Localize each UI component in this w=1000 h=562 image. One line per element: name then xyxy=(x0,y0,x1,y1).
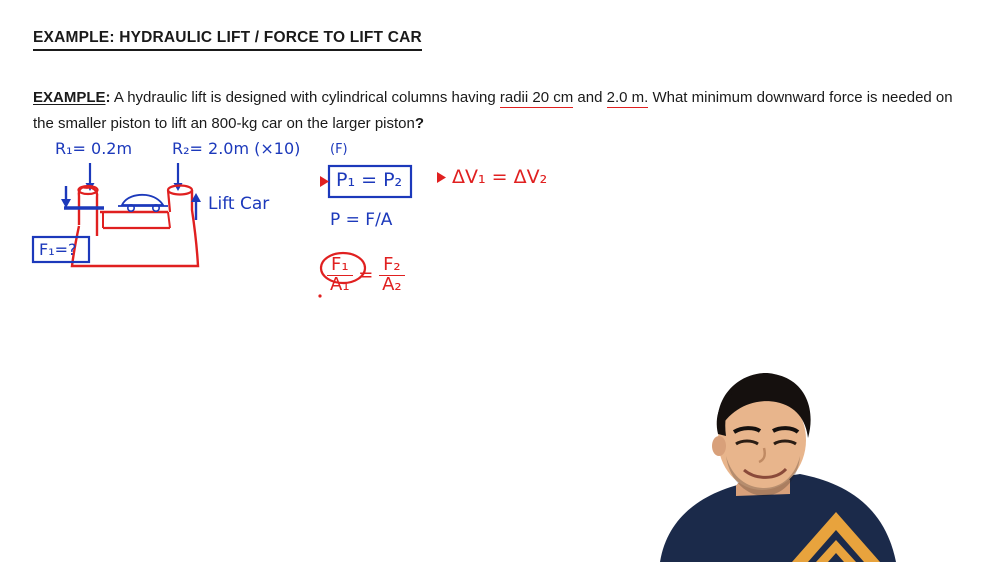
force-ratio-denominator-right: A₂ xyxy=(382,273,402,295)
force-ratio-numerator-right: F₂ xyxy=(379,256,405,276)
annotation-force-note: (F) xyxy=(330,142,348,157)
presenter-illustration xyxy=(640,362,1000,562)
annotation-pressure-definition: P = F/A xyxy=(330,210,393,230)
force-ratio-equals: = xyxy=(358,264,374,286)
problem-highlight-radius-small: radii 20 cm xyxy=(499,89,574,106)
example-label: EXAMPLE xyxy=(33,89,106,106)
example-colon: : xyxy=(105,89,111,106)
annotation-r1: R₁= 0.2m xyxy=(55,139,133,158)
page-title: EXAMPLE: HYDRAULIC LIFT / FORCE TO LIFT CAR xyxy=(33,29,422,51)
problem-text-part-3: What minimum downward force is needed on the smaller piston to lift an 800-kg car on the larger piston xyxy=(33,89,953,132)
annotation-force-ratio xyxy=(327,256,405,295)
annotation-pressure-equality: P₁ = P₂ xyxy=(336,169,403,191)
problem-text-part-2: and xyxy=(573,89,607,106)
annotation-volume-equality: ΔV₁ = ΔV₂ xyxy=(452,166,548,188)
problem-highlight-radius-large: 2.0 m. xyxy=(606,89,649,106)
presenter-video xyxy=(640,362,1000,562)
force-ratio-numerator-left: F₁ xyxy=(327,256,353,276)
force-ratio-denominator-left: A₁ xyxy=(330,273,350,295)
problem-text-part-1: A hydraulic lift is designed with cylindrical columns having xyxy=(110,89,500,106)
problem-question-mark: ? xyxy=(414,115,425,132)
force-ratio-left xyxy=(327,256,353,295)
annotation-lift-car: Lift Car xyxy=(208,194,270,214)
problem-statement xyxy=(33,85,963,137)
force-ratio-right xyxy=(379,256,405,295)
annotation-f1-unknown: F₁=? xyxy=(39,240,77,259)
annotation-r2: R₂= 2.0m (×10) xyxy=(172,139,301,158)
